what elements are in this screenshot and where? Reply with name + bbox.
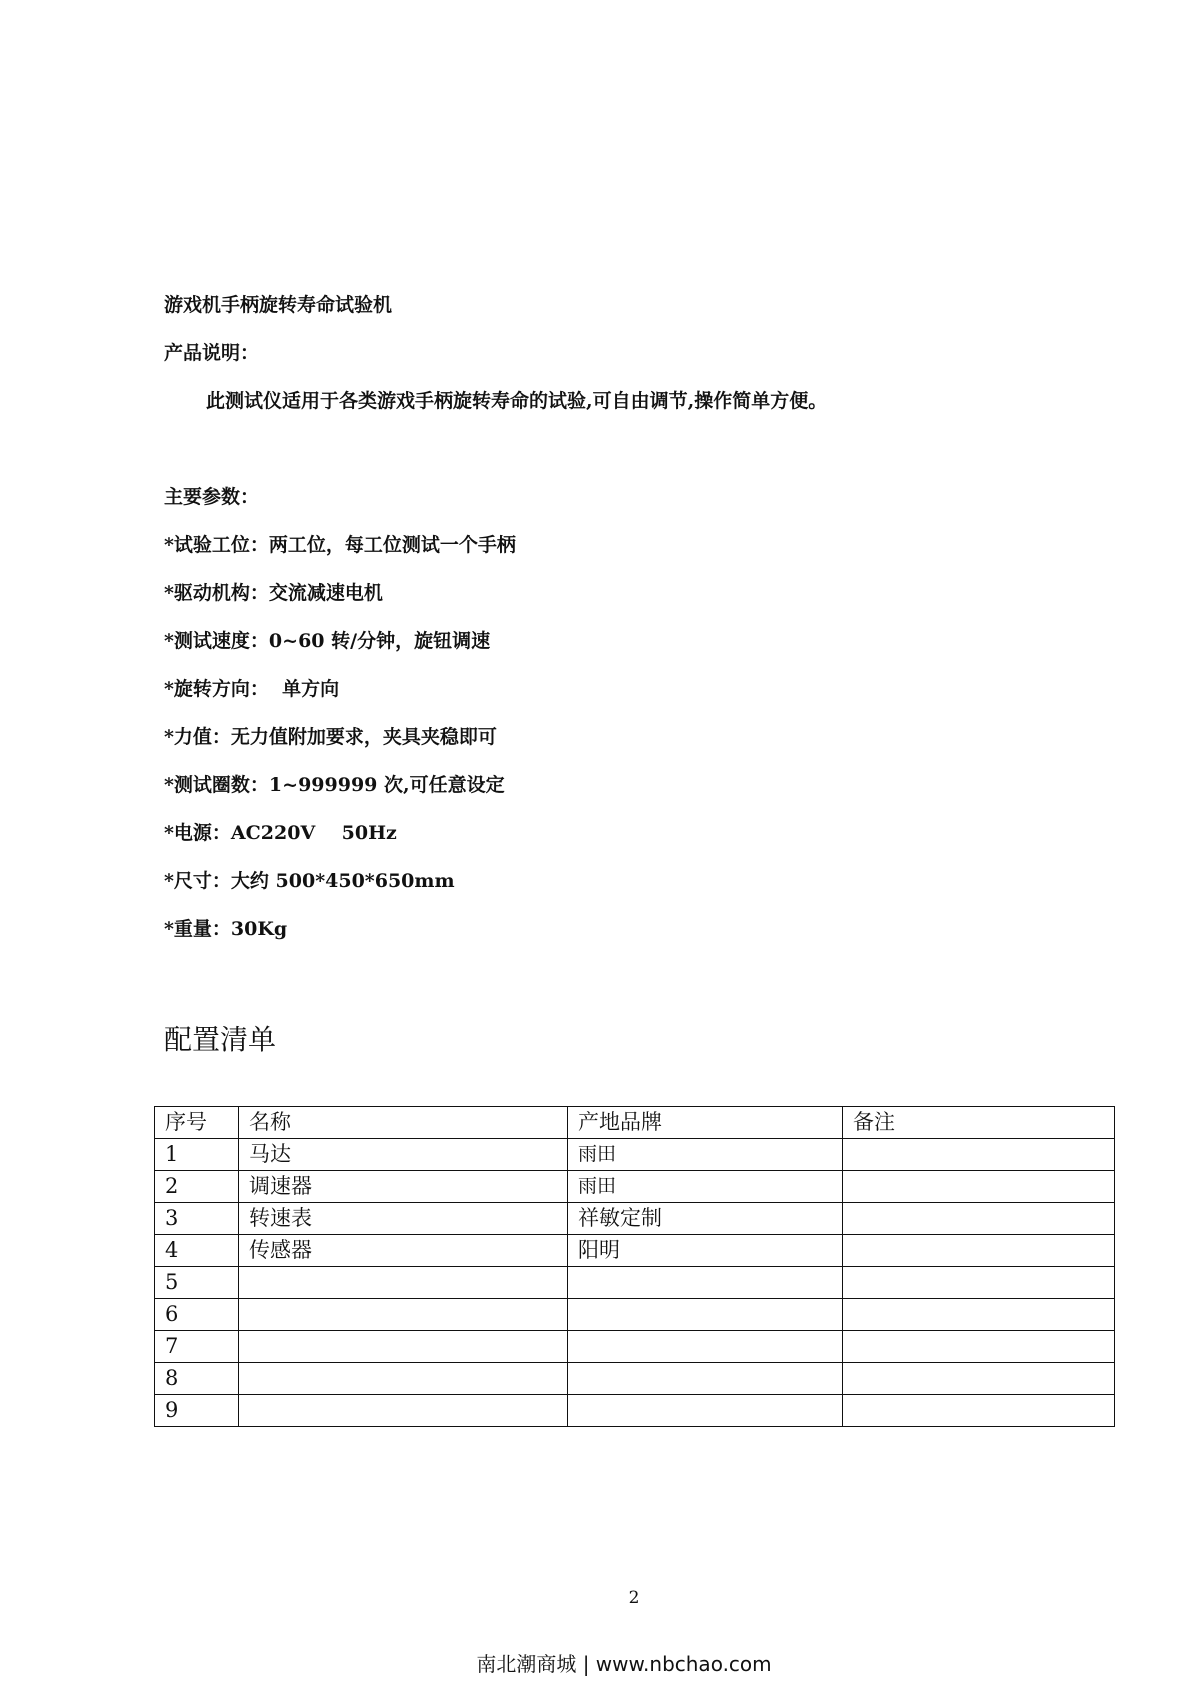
cell-name bbox=[239, 1363, 568, 1395]
cell-remark bbox=[843, 1235, 1115, 1267]
cell-index: 2 bbox=[155, 1171, 239, 1203]
cell-brand bbox=[568, 1395, 843, 1427]
param-drive: *驱动机构：交流减速电机 bbox=[164, 582, 383, 604]
cell-name bbox=[239, 1331, 568, 1363]
table-row bbox=[155, 1363, 1115, 1395]
table-row bbox=[155, 1235, 1115, 1267]
footer-link[interactable]: 南北潮商城 | www.nbchao.com bbox=[476, 1652, 772, 1676]
cell-remark bbox=[843, 1203, 1115, 1235]
cell-brand: 祥敏定制 bbox=[568, 1203, 843, 1235]
table-row bbox=[155, 1395, 1115, 1427]
param-power: *电源：AC220V 50Hz bbox=[164, 822, 397, 844]
cell-index: 4 bbox=[155, 1235, 239, 1267]
cell-remark bbox=[843, 1171, 1115, 1203]
cell-index: 7 bbox=[155, 1331, 239, 1363]
header-index: 序号 bbox=[155, 1107, 239, 1139]
document-title: 游戏机手柄旋转寿命试验机 bbox=[164, 294, 393, 316]
param-direction: *旋转方向： 单方向 bbox=[164, 678, 340, 700]
table-row bbox=[155, 1203, 1115, 1235]
cell-brand bbox=[568, 1363, 843, 1395]
cell-brand: 雨田 bbox=[568, 1139, 843, 1171]
param-cycles: *测试圈数：1~999999 次,可任意设定 bbox=[164, 774, 505, 796]
cell-name bbox=[239, 1299, 568, 1331]
cell-remark bbox=[843, 1139, 1115, 1171]
cell-index: 9 bbox=[155, 1395, 239, 1427]
header-name: 名称 bbox=[239, 1107, 568, 1139]
params-heading: 主要参数： bbox=[164, 486, 260, 508]
config-table bbox=[154, 1106, 1115, 1427]
page-number: 2 bbox=[628, 1588, 640, 1608]
description-text: 此测试仪适用于各类游戏手柄旋转寿命的试验,可自由调节,操作简单方便。 bbox=[206, 390, 828, 412]
cell-brand bbox=[568, 1331, 843, 1363]
cell-brand: 阳明 bbox=[568, 1235, 843, 1267]
table-row bbox=[155, 1267, 1115, 1299]
cell-remark bbox=[843, 1363, 1115, 1395]
param-speed: *测试速度：0~60 转/分钟，旋钮调速 bbox=[164, 630, 491, 652]
table-row bbox=[155, 1331, 1115, 1363]
cell-name: 马达 bbox=[239, 1139, 568, 1171]
param-weight: *重量：30Kg bbox=[164, 918, 288, 940]
table-header-row bbox=[155, 1107, 1115, 1139]
header-remark: 备注 bbox=[843, 1107, 1115, 1139]
cell-name: 传感器 bbox=[239, 1235, 568, 1267]
cell-index: 3 bbox=[155, 1203, 239, 1235]
table-row bbox=[155, 1299, 1115, 1331]
cell-index: 8 bbox=[155, 1363, 239, 1395]
cell-remark bbox=[843, 1299, 1115, 1331]
cell-name: 转速表 bbox=[239, 1203, 568, 1235]
cell-remark bbox=[843, 1267, 1115, 1299]
table-row bbox=[155, 1171, 1115, 1203]
param-stations: *试验工位：两工位，每工位测试一个手柄 bbox=[164, 534, 516, 556]
cell-index: 6 bbox=[155, 1299, 239, 1331]
cell-name bbox=[239, 1267, 568, 1299]
cell-name: 调速器 bbox=[239, 1171, 568, 1203]
header-brand: 产地品牌 bbox=[568, 1107, 843, 1139]
param-force: *力值：无力值附加要求，夹具夹稳即可 bbox=[164, 726, 497, 748]
cell-index: 1 bbox=[155, 1139, 239, 1171]
cell-remark bbox=[843, 1395, 1115, 1427]
description-heading: 产品说明： bbox=[164, 342, 260, 364]
cell-brand bbox=[568, 1299, 843, 1331]
cell-name bbox=[239, 1395, 568, 1427]
cell-brand: 雨田 bbox=[568, 1171, 843, 1203]
cell-brand bbox=[568, 1267, 843, 1299]
param-size: *尺寸：大约 500*450*650mm bbox=[164, 870, 455, 892]
cell-remark bbox=[843, 1331, 1115, 1363]
config-title: 配置清单 bbox=[164, 1023, 277, 1056]
cell-index: 5 bbox=[155, 1267, 239, 1299]
table-row bbox=[155, 1139, 1115, 1171]
